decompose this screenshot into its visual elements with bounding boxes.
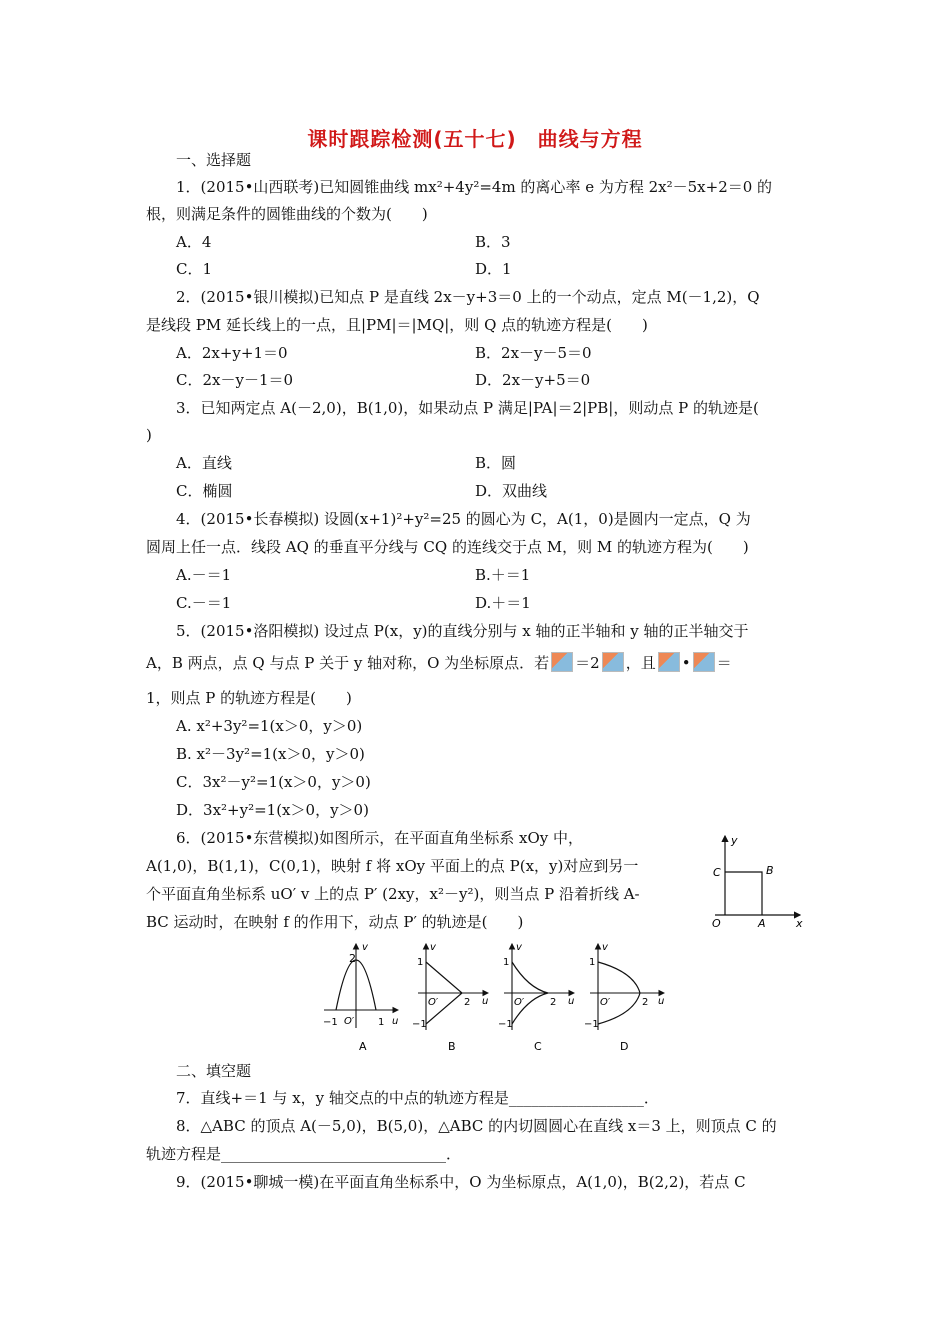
vector-image-icon (551, 652, 573, 672)
q5-line3: 1，则点 P 的轨迹方程是( ) (146, 689, 352, 707)
origin-label: O′ (428, 997, 439, 1008)
q4-line1: 4．(2015•长春模拟) 设圆(x+1)²+y²=25 的圆心为 C，A(1，0)是圆内一定点，Q 为 (176, 510, 751, 528)
tick-label: −1 (323, 1017, 338, 1028)
tick-label: 1 (378, 1017, 385, 1028)
q3-option-c: C．椭圆 (176, 482, 233, 500)
q1-line1: 1．(2015•山西联考)已知圆锥曲线 mx²+4y²=4m 的离心率 e 为方程 2x²－5x+2＝0 的 (176, 178, 773, 196)
u-label: u (482, 996, 489, 1007)
option-label: A (359, 1040, 367, 1053)
q3-option-d: D．双曲线 (475, 482, 548, 500)
path-abc (725, 872, 762, 915)
option-label: B (448, 1040, 456, 1053)
figure-square-path (700, 830, 810, 930)
q3-option-b: B．圆 (475, 454, 517, 472)
origin-label: O′ (600, 997, 611, 1008)
option-label: C (534, 1040, 542, 1053)
figure-option-b (412, 938, 492, 1056)
section-choice: 一、选择题 (176, 151, 252, 169)
vector-image-icon (602, 652, 624, 672)
tick-label: 1 (589, 957, 596, 968)
origin-label: O′ (344, 1016, 355, 1027)
tick-label: 1 (417, 957, 424, 968)
q4-option-b: B.＋＝1 (475, 566, 531, 584)
q2-line2: 是线段 PM 延长线上的一点，且|PM|＝|MQ|，则 Q 点的轨迹方程是( ) (146, 316, 648, 334)
q5-line2-d: • (681, 654, 691, 672)
q2-option-b: B．2x－y－5＝0 (475, 344, 592, 362)
q2-line1: 2．(2015•银川模拟)已知点 P 是直线 2x－y+3＝0 上的一个动点，定点 M(－1,2)，Q (176, 288, 760, 306)
q2-option-d: D．2x－y+5＝0 (475, 371, 591, 389)
q6-line1: 6．(2015•东营模拟)如图所示，在平面直角坐标系 xOy 中， (176, 829, 584, 847)
q4-option-d: D.＋＝1 (475, 594, 531, 612)
q5-line2-e: ＝ (716, 654, 732, 672)
page-title: 课时跟踪检测(五十七) 曲线与方程 (307, 127, 643, 151)
q4-option-c: C.－＝1 (176, 594, 232, 612)
q4-option-a: A.－＝1 (176, 566, 232, 584)
tick-label: 2 (349, 952, 356, 965)
origin-label: O′ (514, 997, 525, 1008)
figure-option-a (318, 938, 408, 1056)
q5-option-d: D．3x²+y²=1(x＞0，y＞0) (176, 801, 369, 819)
q6-line4: BC 运动时，在映射 f 的作用下，动点 P′ 的轨迹是( ) (146, 913, 524, 931)
v-label: v (430, 942, 436, 953)
q4-line2: 圆周上任一点．线段 AQ 的垂直平分线与 CQ 的连线交于点 M，则 M 的轨迹方程为( ) (146, 538, 749, 556)
q5-line2 (146, 652, 732, 673)
figure-option-c (498, 938, 578, 1056)
tick-label: 2 (464, 997, 471, 1008)
q1-option-c: C．1 (176, 260, 213, 278)
q5-option-a: A. x²+3y²=1(x＞0，y＞0) (176, 717, 363, 735)
v-label: v (516, 942, 522, 953)
q6-line2: A(1,0)，B(1,1)，C(0,1)，映射 f 将 xOy 平面上的点 P(x，y)对应到另一 (146, 857, 639, 875)
section-fill: 二、填空题 (176, 1062, 252, 1080)
u-label: u (392, 1016, 399, 1027)
point-b-label: B (766, 864, 774, 877)
q1-option-a: A．4 (176, 233, 212, 251)
q8-line1: 8．△ABC 的顶点 A(－5,0)，B(5,0)，△ABC 的内切圆圆心在直线 x＝3 上，则顶点 C 的 (176, 1117, 777, 1135)
q5-option-b: B. x²－3y²=1(x＞0，y＞0) (176, 745, 365, 763)
q5-line2-a: A，B 两点，点 Q 与点 P 关于 y 轴对称，O 为坐标原点．若 (146, 654, 550, 672)
vector-image-icon (693, 652, 715, 672)
v-label: v (602, 942, 608, 953)
q2-option-a: A．2x+y+1＝0 (176, 344, 288, 362)
q5-option-c: C．3x²－y²=1(x＞0，y＞0) (176, 773, 371, 791)
q1-option-b: B．3 (475, 233, 511, 251)
tick-label: −1 (412, 1019, 427, 1030)
q8-line2: 轨迹方程是______________________________． (146, 1145, 462, 1163)
q6-line3: 个平面直角坐标系 uO′ v 上的点 P′ (2xy，x²－y²)，则当点 P 沿着折线 A- (146, 885, 640, 903)
figure-option-d (584, 938, 674, 1056)
u-label: u (658, 996, 665, 1007)
q1-line2: 根，则满足条件的圆锥曲线的个数为( ) (146, 205, 428, 223)
point-c-label: C (713, 866, 721, 879)
option-label: D (620, 1040, 629, 1053)
vector-image-icon (658, 652, 680, 672)
tick-label: −1 (498, 1019, 513, 1030)
u-label: u (568, 996, 575, 1007)
y-label: y (731, 834, 738, 847)
q5-line2-c: ，且 (625, 654, 656, 672)
q9-line: 9．(2015•聊城一模)在平面直角坐标系中，O 为坐标原点，A(1,0)，B(2,2)，若点 C (176, 1173, 746, 1191)
q1-option-d: D．1 (475, 260, 512, 278)
origin-label: O (712, 917, 721, 930)
tick-label: −1 (584, 1019, 599, 1030)
tick-label: 2 (642, 997, 649, 1008)
tick-label: 2 (550, 997, 557, 1008)
tick-label: 1 (503, 957, 510, 968)
q3-line1: 3．已知两定点 A(－2,0)，B(1,0)，如果动点 P 满足|PA|＝2|PB|，则动点 P 的轨迹是( (176, 399, 759, 417)
q2-option-c: C．2x－y－1＝0 (176, 371, 294, 389)
q3-option-a: A．直线 (176, 454, 232, 472)
point-a-label: A (758, 917, 766, 930)
q7-line: 7．直线+＝1 与 x，y 轴交点的中点的轨迹方程是__________________． (176, 1089, 659, 1107)
q3-line2: ) (146, 426, 152, 444)
x-label: x (796, 917, 803, 930)
v-label: v (362, 942, 368, 953)
q5-line1: 5．(2015•洛阳模拟) 设过点 P(x，y)的直线分别与 x 轴的正半轴和 y 轴的正半轴交于 (176, 622, 749, 640)
q5-line2-b: ＝2 (575, 654, 600, 672)
